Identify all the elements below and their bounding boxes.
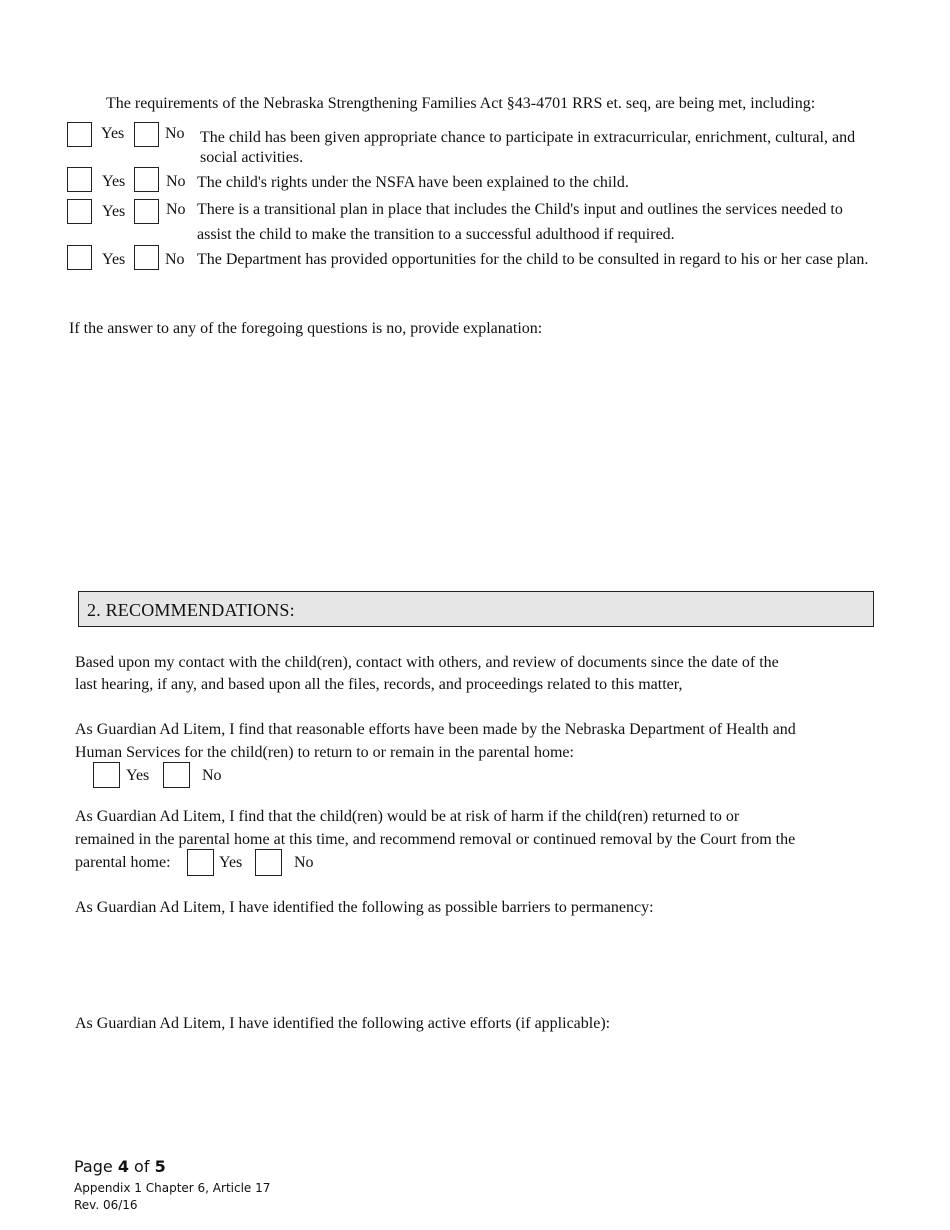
page-total: 5	[154, 1157, 166, 1176]
nsfa-item-1-no-checkbox[interactable]	[134, 122, 159, 147]
reasonable-efforts-text-line2: Human Services for the child(ren) to return to or remain in the parental home:	[75, 744, 574, 761]
nsfa-item-3-no-label: No	[166, 201, 186, 218]
basis-text-line1: Based upon my contact with the child(ren), contact with others, and review of documents since the date of the	[75, 654, 779, 671]
page-current: 4	[117, 1157, 129, 1176]
revision-date: Rev. 06/16	[74, 1198, 138, 1212]
page-prefix: Page	[74, 1157, 118, 1176]
nsfa-item-3-text: There is a transitional plan in place that includes the Child's input and outlines the services needed to	[197, 201, 843, 218]
page-of: of	[128, 1157, 155, 1176]
nsfa-item-1-no-label: No	[165, 125, 185, 142]
nsfa-item-4-no-label: No	[165, 251, 185, 268]
risk-of-harm-text-line3: parental home:	[75, 854, 171, 871]
risk-of-harm-yes-label: Yes	[219, 854, 243, 871]
reasonable-efforts-text-line1: As Guardian Ad Litem, I find that reasonable efforts have been made by the Nebraska Department of Health and	[75, 721, 796, 738]
recommendations-section-header	[78, 591, 874, 627]
nsfa-item-1-text-cont: social activities.	[200, 149, 304, 166]
reasonable-efforts-no-label: No	[202, 767, 222, 784]
nsfa-item-3-text-cont: assist the child to make the transition to a successful adulthood if required.	[197, 226, 675, 243]
active-efforts-prompt: As Guardian Ad Litem, I have identified the following active efforts (if applicable):	[75, 1015, 611, 1032]
appendix-reference: Appendix 1 Chapter 6, Article 17	[74, 1181, 271, 1195]
nsfa-item-3-yes-checkbox[interactable]	[67, 199, 92, 224]
explanation-prompt: If the answer to any of the foregoing questions is no, provide explanation:	[69, 320, 543, 337]
page-number	[74, 1157, 166, 1177]
barriers-prompt: As Guardian Ad Litem, I have identified the following as possible barriers to permanency:	[75, 899, 654, 916]
nsfa-item-2-yes-checkbox[interactable]	[67, 167, 92, 192]
risk-of-harm-text-line1: As Guardian Ad Litem, I find that the child(ren) would be at risk of harm if the child(ren) returned to or	[75, 808, 740, 825]
nsfa-intro: The requirements of the Nebraska Strengthening Families Act §43-4701 RRS et. seq, are being met, including:	[106, 95, 816, 112]
risk-of-harm-text-line2: remained in the parental home at this time, and recommend removal or continued removal by the Court from the	[75, 831, 796, 848]
nsfa-item-1-yes-label: Yes	[101, 125, 125, 142]
nsfa-item-2-no-checkbox[interactable]	[134, 167, 159, 192]
nsfa-item-2-text: The child's rights under the NSFA have been explained to the child.	[197, 174, 629, 191]
risk-of-harm-yes-checkbox[interactable]	[187, 849, 214, 876]
reasonable-efforts-yes-label: Yes	[126, 767, 150, 784]
nsfa-item-3-no-checkbox[interactable]	[134, 199, 159, 224]
nsfa-item-2-yes-label: Yes	[102, 173, 126, 190]
nsfa-item-4-text: The Department has provided opportunities for the child to be consulted in regard to his or her case plan.	[197, 251, 869, 268]
risk-of-harm-no-checkbox[interactable]	[255, 849, 282, 876]
reasonable-efforts-yes-checkbox[interactable]	[93, 762, 120, 788]
nsfa-item-3-yes-label: Yes	[102, 203, 126, 220]
nsfa-item-2-no-label: No	[166, 173, 186, 190]
nsfa-item-1-text: The child has been given appropriate chance to participate in extracurricular, enrichment, cultural, and	[200, 129, 856, 146]
nsfa-item-4-no-checkbox[interactable]	[134, 245, 159, 270]
section-title: 2. RECOMMENDATIONS:	[87, 600, 295, 620]
basis-text-line2: last hearing, if any, and based upon all the files, records, and proceedings related to this matter,	[75, 676, 683, 693]
reasonable-efforts-no-checkbox[interactable]	[163, 762, 190, 788]
risk-of-harm-no-label: No	[294, 854, 314, 871]
nsfa-item-1-yes-checkbox[interactable]	[67, 122, 92, 147]
nsfa-item-4-yes-checkbox[interactable]	[67, 245, 92, 270]
nsfa-item-4-yes-label: Yes	[102, 251, 126, 268]
